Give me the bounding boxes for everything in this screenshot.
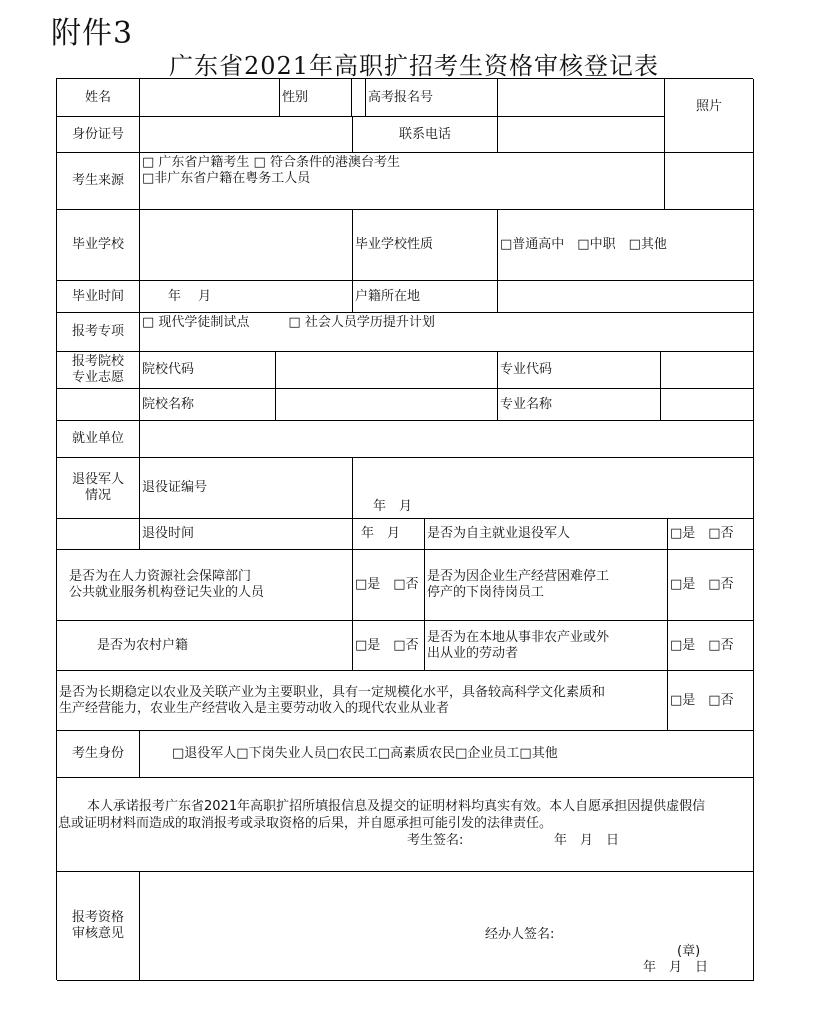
major-code-field[interactable]: [661, 352, 754, 389]
veteran-label-line1: 退役军人: [71, 472, 124, 487]
unemployed-question-line2: 公共就业服务机构登记失业的人员: [69, 585, 265, 600]
modern-farmer-yes-no[interactable]: □是 □否: [668, 671, 754, 731]
special-options[interactable]: □ 现代学徒制试点 □ 社会人员学历提升计划: [140, 313, 754, 352]
review-label: [57, 872, 140, 981]
registration-form-table: [56, 78, 753, 980]
laid-off-question-line1: 是否为因企业生产经营困难停工: [427, 569, 610, 584]
source-option-2[interactable]: □非广东省户籍在粤务工人员: [142, 171, 311, 186]
major-name-label: 专业名称: [498, 389, 661, 421]
identity-label: 考生身份: [57, 731, 140, 778]
unemployed-yes-no[interactable]: □是 □否: [353, 550, 425, 621]
grad-time-label: 毕业时间: [57, 281, 140, 313]
special-label: 报考专项: [57, 313, 140, 352]
candidate-signature-label: 考生签名:: [407, 833, 464, 848]
pledge-text-line2: 息或证明材料而造成的取消报考或录取资格的后果，并自愿承担可能引发的法律责任。: [58, 816, 553, 831]
name-field[interactable]: [140, 79, 280, 117]
laid-off-question: [425, 550, 668, 621]
photo-label: 照片: [695, 99, 722, 114]
review-label-line1: 报考资格: [71, 910, 124, 925]
school-field[interactable]: [140, 210, 353, 281]
attachment-label: 附件3: [51, 16, 134, 51]
pledge-text-line1: 本人承诺报考广东省2021年高职扩招所填报信息及提交的证明材料均真实有效。本人自愿承担因提供虚假信: [87, 799, 706, 814]
unemployed-question: [57, 550, 353, 621]
non-farm-worker-question: [425, 621, 668, 671]
source-options[interactable]: [140, 153, 665, 210]
unemployed-question-line1: 是否为在人力资源社会保障部门: [69, 569, 252, 584]
school-code-field[interactable]: [276, 352, 498, 389]
school-name-label: 院校名称: [140, 389, 276, 421]
veteran-label-line2: 情况: [84, 488, 111, 503]
pledge-section: [57, 778, 754, 872]
review-opinion-field[interactable]: [140, 872, 754, 981]
veteran-cert-no-field[interactable]: [353, 458, 754, 519]
school-code-label: 院校代码: [140, 352, 276, 389]
veteran-label: [57, 458, 140, 519]
handler-signature-label: 经办人签名:: [485, 927, 555, 942]
laid-off-question-line2: 停产的下岗待岗员工: [427, 585, 545, 600]
school-nature-label: 毕业学校性质: [353, 210, 498, 281]
choice-label-blank: [57, 389, 140, 421]
source-option-1[interactable]: □ 广东省户籍考生 □ 符合条件的港澳台考生: [142, 155, 400, 170]
rural-hukou-question: 是否为农村户籍: [57, 621, 353, 671]
non-farm-worker-question-line1: 是否为在本地从事非农产业或外: [427, 629, 610, 645]
photo-box[interactable]: [665, 79, 754, 153]
candidate-signature-date: 年 月 日: [554, 833, 620, 848]
review-date: 年 月 日: [643, 960, 709, 975]
gender-label: 性别: [280, 79, 352, 117]
choice-label: [57, 352, 140, 389]
choice-label-line2: 专业志愿: [71, 370, 124, 385]
seal-label: (章): [677, 944, 701, 959]
laid-off-yes-no[interactable]: □是 □否: [668, 550, 754, 621]
choice-label-line1: 报考院校: [71, 354, 124, 369]
school-nature-options[interactable]: □普通高中 □中职 □其他: [498, 210, 754, 281]
name-label: 姓名: [57, 79, 140, 117]
veteran-cert-date: 年 月: [373, 499, 413, 514]
veteran-cert-no-label: 退役证编号: [140, 458, 353, 519]
veteran-time-label: 退役时间: [140, 519, 353, 550]
id-no-field[interactable]: [140, 117, 353, 153]
identity-options[interactable]: □退役军人□下岗失业人员□农民工□高素质农民□企业员工□其他: [140, 731, 754, 778]
veteran-time-field[interactable]: 年 月: [353, 519, 425, 550]
modern-farmer-question-line1: 是否为长期稳定以农业及关联产业为主要职业，具有一定规模化水平，具备较高科学文化素质和: [59, 684, 606, 700]
major-code-label: 专业代码: [498, 352, 661, 389]
work-unit-label: 就业单位: [57, 421, 140, 458]
source-label: 考生来源: [57, 153, 140, 210]
exam-reg-no-label: 高考报名号: [366, 79, 498, 117]
major-name-field[interactable]: [661, 389, 754, 421]
modern-farmer-question-line2: 生产经营能力，农业生产经营收入是主要劳动收入的现代农业从业者: [59, 700, 450, 716]
exam-reg-no-field[interactable]: [498, 79, 665, 117]
hukou-label: 户籍所在地: [353, 281, 498, 313]
source-blank: [665, 153, 754, 210]
school-name-field[interactable]: [276, 389, 498, 421]
id-no-label: 身份证号: [57, 117, 140, 153]
non-farm-worker-question-line2: 出从业的劳动者: [427, 645, 519, 661]
review-label-line2: 审核意见: [71, 926, 124, 941]
gender-field[interactable]: [352, 79, 366, 117]
hukou-field[interactable]: [498, 281, 754, 313]
grad-time-field[interactable]: 年 月: [140, 281, 353, 313]
phone-field[interactable]: [498, 117, 665, 153]
form-title: 广东省2021年高职扩招考生资格审核登记表: [168, 52, 660, 80]
school-label: 毕业学校: [57, 210, 140, 281]
self-employ-label: 是否为自主就业退役军人: [425, 519, 668, 550]
work-unit-field[interactable]: [140, 421, 754, 458]
rural-hukou-yes-no[interactable]: □是 □否: [353, 621, 425, 671]
veteran-label-blank: [57, 519, 140, 550]
modern-farmer-question: [57, 671, 668, 731]
phone-label: 联系电话: [353, 117, 498, 153]
self-employ-yes-no[interactable]: □是 □否: [668, 519, 754, 550]
non-farm-worker-yes-no[interactable]: □是 □否: [668, 621, 754, 671]
